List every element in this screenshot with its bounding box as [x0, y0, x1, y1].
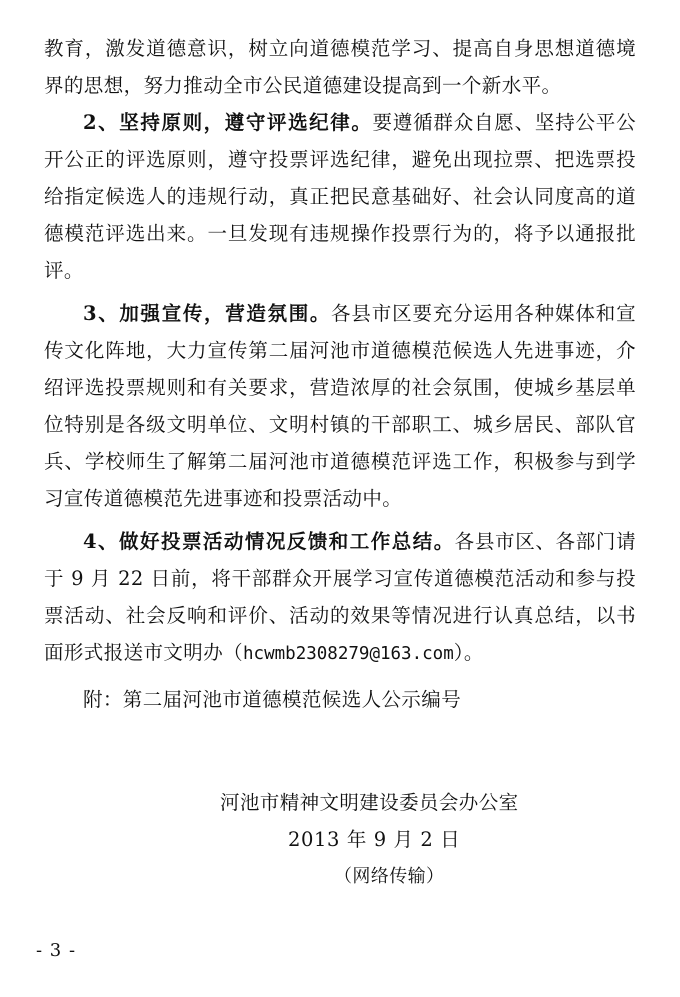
paragraph-item-3-text: 各县市区要充分运用各种媒体和宣传文化阵地，大力宣传第二届河池市道德模范候选人先进事迹，介绍评选投票规则和有关要求，营造浓厚的社会氛围，使城乡基层单位特别是各级文明单位、文明村镇的干部职工、城乡居民、部队官兵、学校师生了解第二届河池市道德模范评选工作，积极参与到学习宣传道德模范先进事迹和投票活动中。: [44, 302, 636, 510]
paragraph-item-2-text: 要遵循群众自愿、坚持公平公开公正的评选原则，遵守投票评选纪律，避免出现拉票、把选票投给指定候选人的违规行动，真正把民意基础好、社会认同度高的道德模范评选出来。一旦发现有违规操作投票行为的，将予以通报批评。: [44, 111, 636, 282]
signature-block: [44, 784, 636, 895]
paragraph-item-2: [44, 104, 636, 289]
page-number: - 3 -: [36, 940, 77, 961]
paragraph-item-3-heading: 3、加强宣传，营造氛围。: [83, 302, 332, 325]
paragraph-item-4-text-after-email: ）。: [453, 641, 484, 664]
paragraph-item-4-text-before-email: 各县市区、各部门请于 9 月 22 日前，将干部群众开展学习宣传道德模范活动和参与投票活动、社会反响和评价、活动的效果等情况进行认真总结，以书面形式报送市文明办（: [44, 530, 636, 664]
paragraph-item-3: [44, 295, 636, 517]
signature-note: （网络传输）: [334, 866, 445, 887]
paragraph-item-4-heading: 4、做好投票活动情况反馈和工作总结。: [83, 530, 455, 553]
signature-organization: 河池市精神文明建设委员会办公室: [220, 791, 519, 814]
paragraph-item-2-heading: 2、坚持原则，遵守评选纪律。: [83, 111, 373, 134]
contact-email: hcwmb2308279@163.com: [243, 644, 454, 664]
signature-date: 2013 年 9 月 2 日: [288, 828, 461, 851]
attachment-line: 附：第二届河池市道德模范候选人公示编号: [83, 688, 462, 711]
document-body: [44, 30, 636, 718]
paragraph-item-4: [44, 523, 636, 673]
paragraph-continuation: 教育，激发道德意识，树立向道德模范学习、提高自身思想道德境界的思想，努力推动全市公民道德建设提高到一个新水平。: [44, 37, 636, 97]
paragraph-gap-3: [44, 673, 636, 679]
